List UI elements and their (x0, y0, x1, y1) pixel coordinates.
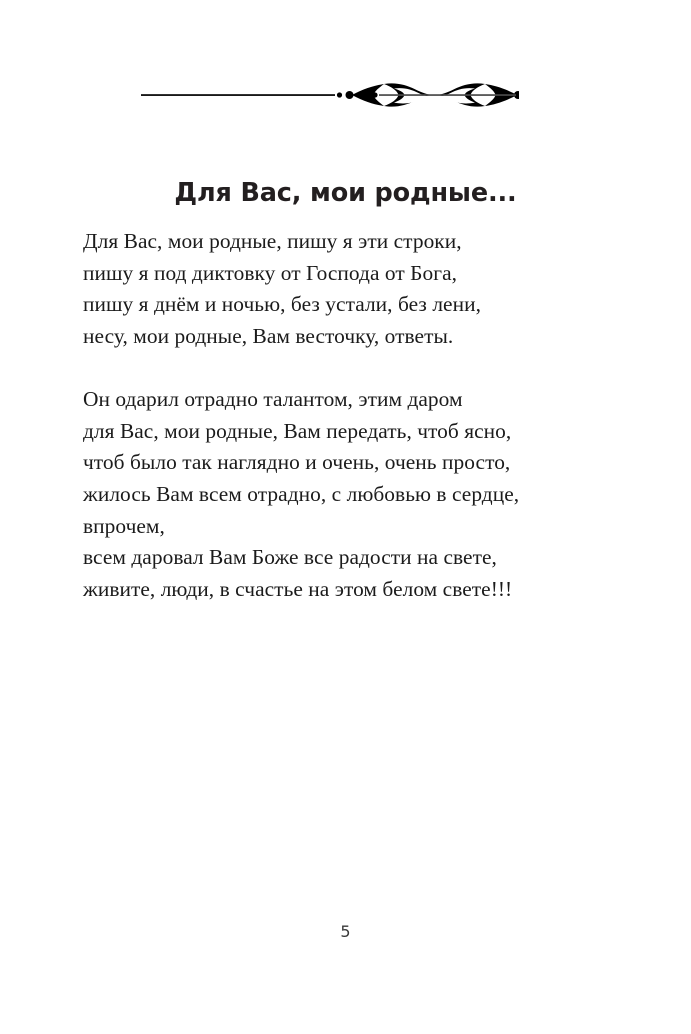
poem-line: живите, люди, в счастье на этом белом свете!!! (83, 577, 513, 602)
page-number: 5 (340, 922, 351, 941)
poem-line: жилось Вам всем отрадно, с любовью в сердце, (83, 481, 520, 506)
poem-line: всем даровал Вам Боже все радости на свете, (83, 545, 497, 570)
poem-line: чтоб было так наглядно и очень, очень просто, (83, 450, 511, 475)
poem-line: Для Вас, мои родные, пишу я эти строки, (83, 229, 462, 253)
divider-right-rule (355, 72, 520, 118)
poem-line: для Вас, мои родные, Вам передать, чтоб ясно, (83, 418, 512, 443)
poem-line: пишу я под диктовку от Господа от Бога, (83, 260, 458, 285)
poem-line: впрочем, (83, 513, 165, 538)
poem-line: пишу я днём и ночью, без устали, без лени, (83, 292, 481, 317)
poem-stanza (83, 384, 603, 606)
poem-stanza (83, 226, 603, 353)
poem-line: несу, мои родные, Вам весточку, ответы. (83, 324, 454, 349)
poem-line: Он одарил отрадно талантом, этим даром (83, 386, 463, 411)
poem-body (83, 226, 603, 606)
page-title: Для Вас, мои родные... (174, 178, 517, 209)
